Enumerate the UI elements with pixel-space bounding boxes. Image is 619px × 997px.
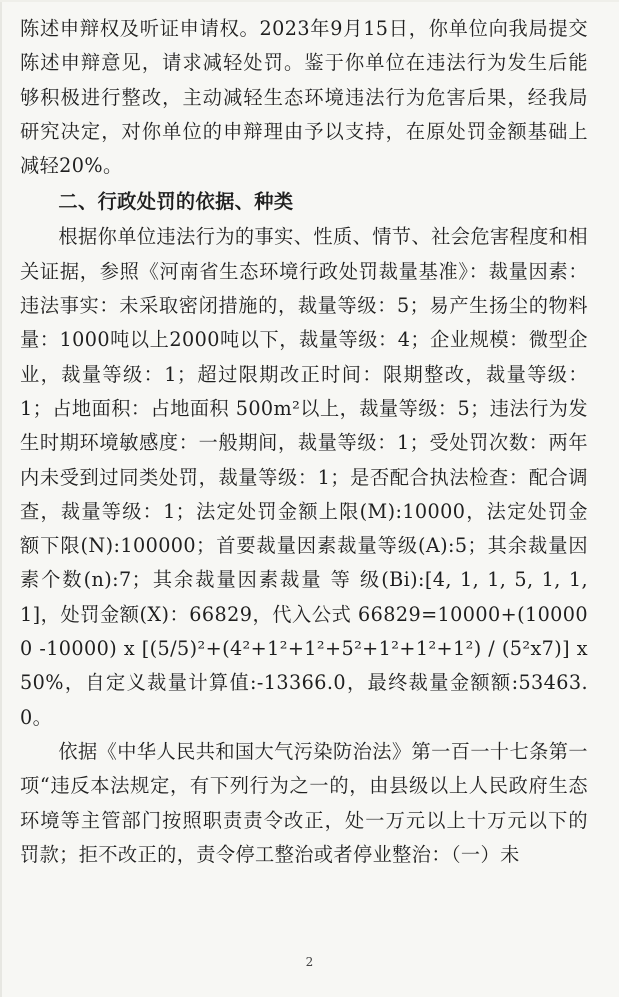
- scan-edge-left: [0, 0, 2, 997]
- document-body: [20, 12, 588, 872]
- paragraph-defense-rights: 陈述申辩权及听证申请权。2023年9月15日，你单位向我局提交陈述申辩意见，请求减轻处罚。鉴于你单位在违法行为发生后能够积极进行整改，主动减轻生态环境违法行为危害后果，经我局研究决定，对你单位的申辩理由予以支持，在原处罚金额基础上减轻20%。: [20, 17, 588, 178]
- page-number: 2: [305, 955, 314, 969]
- paragraph-discretion-calculation: 根据你单位违法行为的事实、性质、情节、社会危害程度和相关证据，参照《河南省生态环境行政处罚裁量基准》：裁量因素：违法事实：未采取密闭措施的，裁量等级：5；易产生扬尘的物料量：1000吨以上2000吨以下，裁量等级：4；企业规模：微型企业，裁量等级：1；超过限期改正时间：限期整改，裁量等级：1；占地面积：占地面积 500m²以上，裁量等级：5；违法行为发生时期环境敏感度：一般期间，裁量等级：1；受处罚次数：两年内未受到过同类处罚，裁量等级：1；是否配合执法检查：配合调查，裁量等级：1；法定处罚金额上限(M):10000，法定处罚金额下限(N):100000；首要裁量因素裁量等级(A):5；其余裁量因素个数(n):7；其余裁量因素裁量 等 级(Bi):[4, 1, 1, 5, 1, 1, 1]，处罚金额(X)：66829，代入公式 66829=10000+(100000 -10000) x [(5/5)²+(4²+1²+1²+5²+1²+1²+1²) / (5²x7)] x50%，自定义裁量计算值:-13366.0，最终裁量金额额:53463.0。: [20, 225, 588, 729]
- scan-edge-top: [0, 0, 619, 2]
- paragraph-legal-basis: 依据《中华人民共和国大气污染防治法》第一百一十七条第一项“违反本法规定，有下列行为之一的，由县级以上人民政府生态环境等主管部门按照职责责令改正，处一万元以上十万元以下的罚款；拒不改正的，责令停工整治或者停业整治：（一）未: [20, 739, 588, 866]
- section-heading-basis-and-type: 二、行政处罚的依据、种类: [58, 190, 294, 214]
